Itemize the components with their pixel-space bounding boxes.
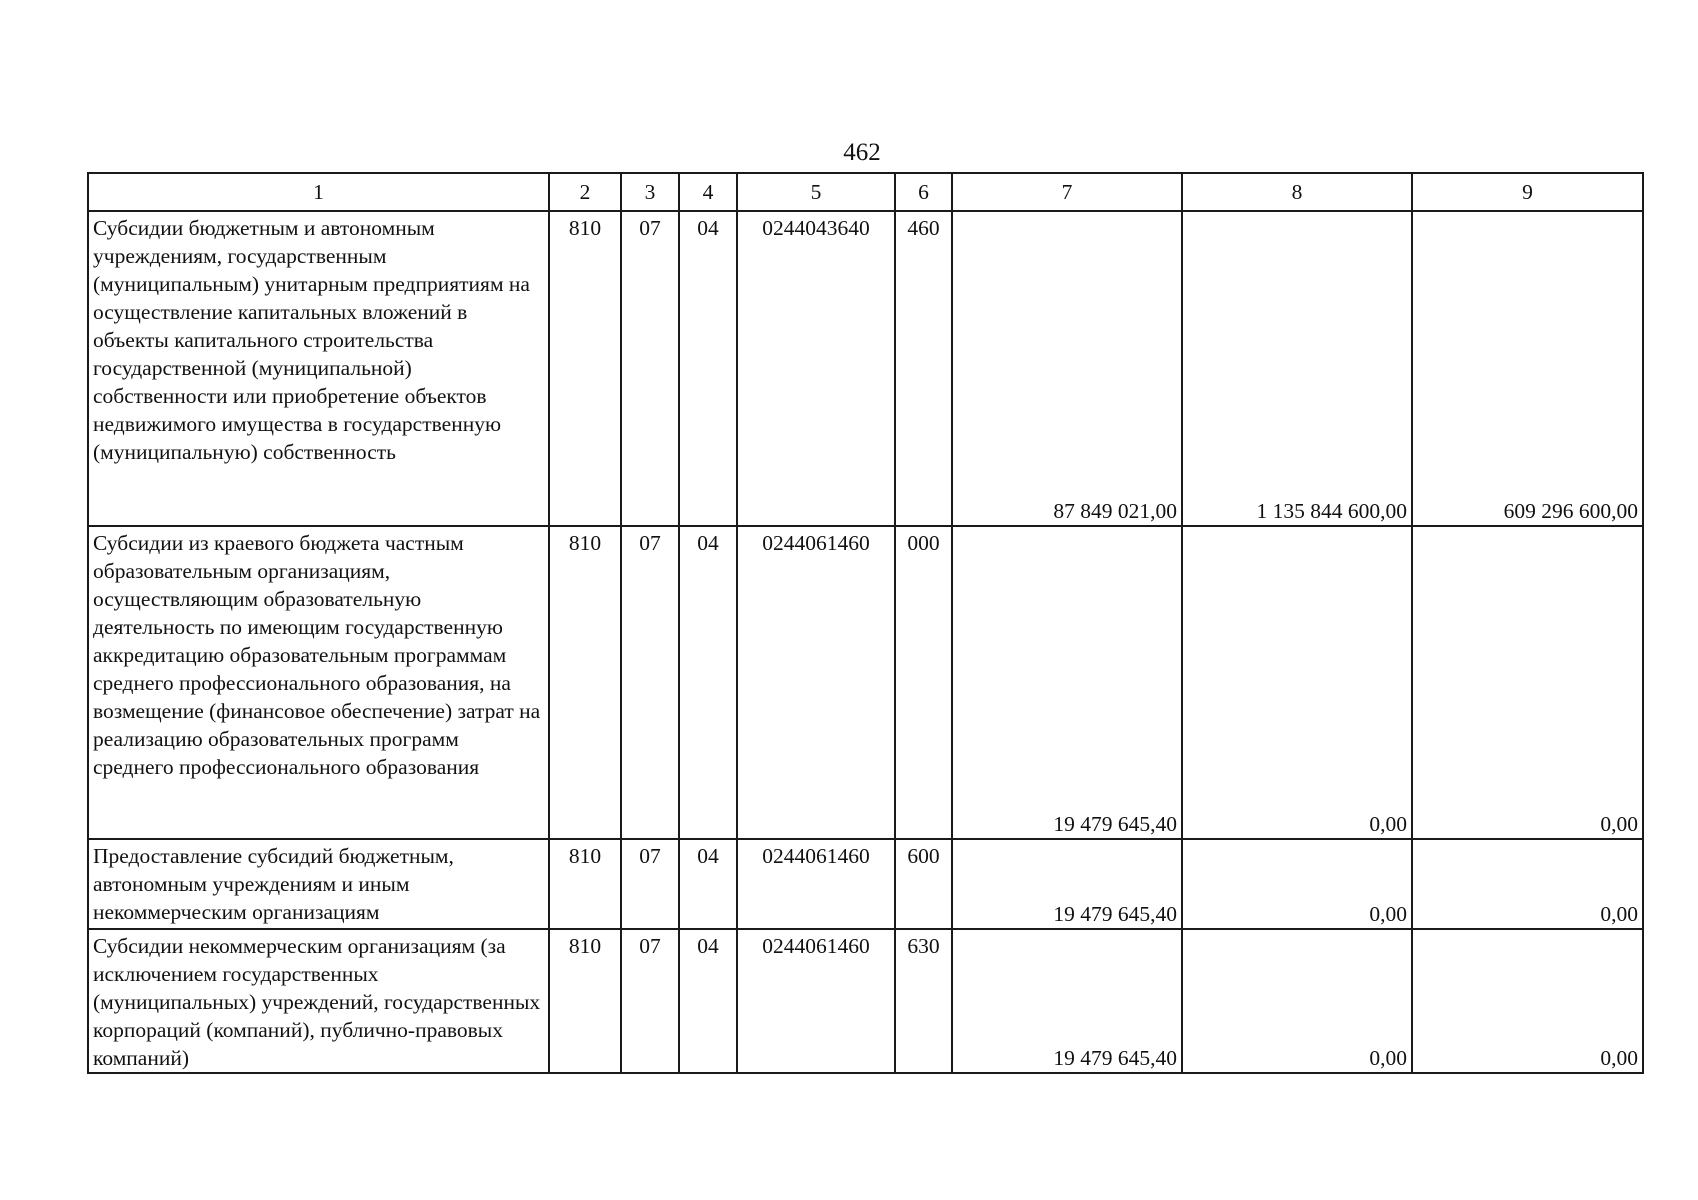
row-name-cell: Предоставление субсидий бюджетным, автономным учреждениям и иным некоммерческим организациям: [88, 839, 549, 929]
amount-col8-cell: 0,00: [1182, 929, 1412, 1073]
column-header-6: 6: [895, 173, 952, 211]
subsection-code-cell: 04: [679, 211, 737, 526]
target-article-cell: 0244043640: [737, 211, 895, 526]
expense-type-cell: 000: [895, 526, 952, 839]
budget-table: [87, 172, 1644, 1074]
table-row: [88, 211, 1643, 526]
subsection-code-cell: 04: [679, 839, 737, 929]
expense-type-cell: 600: [895, 839, 952, 929]
table-row: [88, 526, 1643, 839]
row-name-cell: Субсидии некоммерческим организациям (за исключением государственных (муниципальных) учреждений, государственных корпораций (компаний), публично-правовых компаний): [88, 929, 549, 1073]
page-number: 462: [843, 139, 881, 166]
section-code-cell: 07: [621, 211, 679, 526]
section-code-cell: 07: [621, 839, 679, 929]
amount-col9-cell: 0,00: [1412, 839, 1643, 929]
ministry-code-cell: 810: [549, 526, 621, 839]
amount-col7-cell: 19 479 645,40: [952, 929, 1182, 1073]
amount-col8-cell: 0,00: [1182, 839, 1412, 929]
expense-type-cell: 630: [895, 929, 952, 1073]
column-header-5: 5: [737, 173, 895, 211]
target-article-cell: 0244061460: [737, 526, 895, 839]
target-article-cell: 0244061460: [737, 929, 895, 1073]
subsection-code-cell: 04: [679, 929, 737, 1073]
table-row: [88, 839, 1643, 929]
column-header-9: 9: [1412, 173, 1643, 211]
column-header-7: 7: [952, 173, 1182, 211]
amount-col9-cell: 609 296 600,00: [1412, 211, 1643, 526]
row-name-cell: Субсидии бюджетным и автономным учреждениям, государственным (муниципальным) унитарным предприятиям на осуществление капитальных вложений в объекты капитального строительства государственной (муниципальной) собственности или приобретение объектов недвижимого имущества в государственную (муниципальную) собственность: [88, 211, 549, 526]
amount-col8-cell: 1 135 844 600,00: [1182, 211, 1412, 526]
table-row: [88, 929, 1643, 1073]
amount-col7-cell: 19 479 645,40: [952, 839, 1182, 929]
subsection-code-cell: 04: [679, 526, 737, 839]
target-article-cell: 0244061460: [737, 839, 895, 929]
amount-col9-cell: 0,00: [1412, 929, 1643, 1073]
column-header-1: 1: [88, 173, 549, 211]
column-header-2: 2: [549, 173, 621, 211]
ministry-code-cell: 810: [549, 839, 621, 929]
amount-col7-cell: 87 849 021,00: [952, 211, 1182, 526]
column-header-3: 3: [621, 173, 679, 211]
amount-col9-cell: 0,00: [1412, 526, 1643, 839]
row-name-cell: Субсидии из краевого бюджета частным образовательным организациям, осуществляющим образовательную деятельность по имеющим государственную аккредитацию образовательным программам среднего профессионального образования, на возмещение (финансовое обеспечение) затрат на реализацию образовательных программ среднего профессионального образования: [88, 526, 549, 839]
column-header-8: 8: [1182, 173, 1412, 211]
ministry-code-cell: 810: [549, 929, 621, 1073]
column-header-4: 4: [679, 173, 737, 211]
amount-col7-cell: 19 479 645,40: [952, 526, 1182, 839]
section-code-cell: 07: [621, 929, 679, 1073]
amount-col8-cell: 0,00: [1182, 526, 1412, 839]
expense-type-cell: 460: [895, 211, 952, 526]
header-row: [88, 173, 1643, 211]
ministry-code-cell: 810: [549, 211, 621, 526]
section-code-cell: 07: [621, 526, 679, 839]
